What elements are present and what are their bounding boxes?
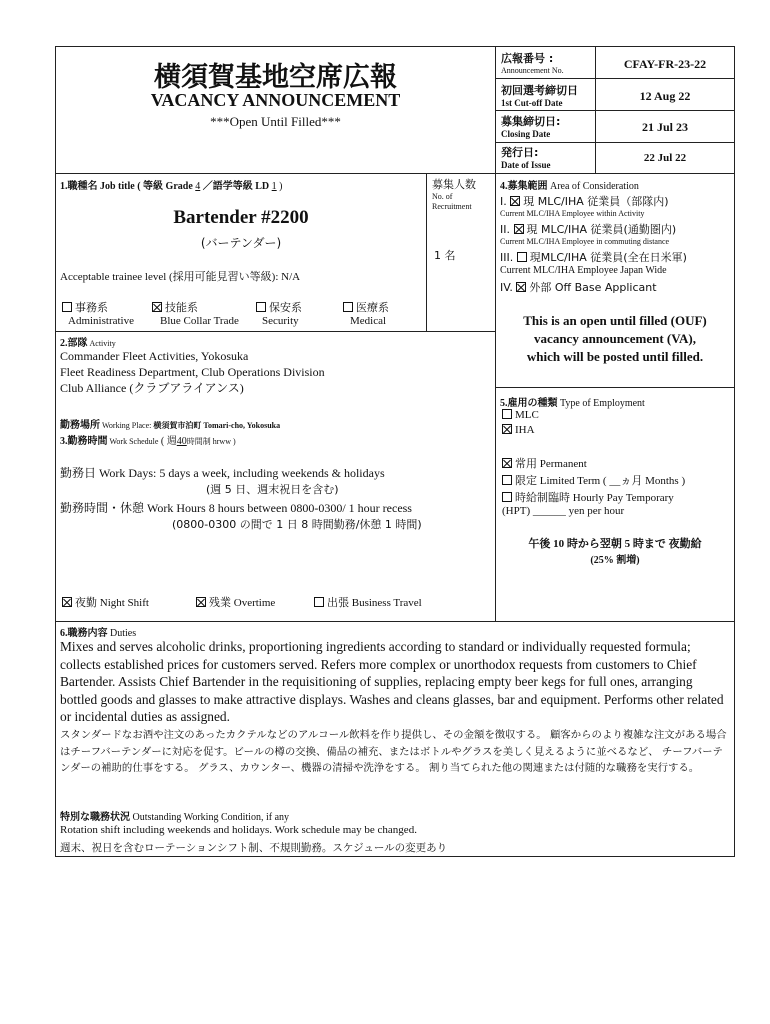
type-iha bbox=[502, 424, 535, 436]
flag-overtime bbox=[196, 594, 275, 610]
closing-label-en: Closing Date bbox=[501, 129, 551, 139]
flag-business-travel-label: 出張 Business Travel bbox=[327, 597, 422, 609]
closing-label bbox=[501, 113, 560, 139]
grade-value: 4 bbox=[195, 181, 201, 192]
work-days: 勤務日 Work Days: 5 days a week, including weekends & holidays bbox=[60, 466, 385, 480]
condition-heading-en: Outstanding Working Condition, if any bbox=[130, 812, 290, 823]
category-security bbox=[256, 299, 302, 315]
activity-line-1: Commander Fleet Activities, Yokosuka bbox=[60, 349, 249, 363]
announcement-label bbox=[501, 50, 564, 75]
checkbox-security[interactable] bbox=[256, 302, 266, 312]
category-medical-jp: 医療系 bbox=[356, 301, 389, 314]
schedule-hours-post: 時間制 hrww ) bbox=[186, 437, 236, 446]
area-heading-jp: 4.募集範囲 bbox=[500, 181, 548, 192]
flag-night-shift-label: 夜勤 Night Shift bbox=[75, 597, 149, 609]
checkbox-hourly[interactable] bbox=[502, 492, 512, 502]
category-security-jp: 保安系 bbox=[269, 301, 302, 314]
condition-line-2: 週末、祝日を含むローテーションシフト制、不規則勤務。スケジュールの変更あり bbox=[60, 842, 448, 854]
category-medical-en: Medical bbox=[350, 315, 387, 327]
employment-heading bbox=[500, 394, 645, 409]
condition-heading bbox=[60, 808, 289, 823]
schedule-hours-pre: ( 週 bbox=[158, 436, 177, 447]
activity-heading-jp: 2.部隊 bbox=[60, 338, 88, 349]
area-item-3 bbox=[500, 249, 687, 265]
activity-line-3: Club Alliance (クラブアライアンス) bbox=[60, 381, 244, 395]
area-item-1-num: I. bbox=[500, 195, 507, 208]
schedule-heading-en: Work Schedule bbox=[107, 437, 159, 446]
announcement-label-jp: 広報番号 : bbox=[501, 52, 554, 65]
checkbox-area-1[interactable] bbox=[510, 196, 520, 206]
open-note: ***Open Until Filled*** bbox=[210, 114, 341, 129]
issue-date: 22 Jul 22 bbox=[643, 152, 687, 164]
checkbox-blue-collar[interactable] bbox=[152, 302, 162, 312]
area-item-4-jp: 外部 Off Base Applicant bbox=[529, 281, 657, 294]
ouf-notice bbox=[495, 312, 735, 366]
recruit-label-en1: No. of bbox=[432, 192, 453, 201]
divider bbox=[495, 353, 496, 621]
condition-line-1: Rotation shift including weekends and holidays. Work schedule may be changed. bbox=[60, 824, 417, 836]
job-title: Bartender #2200 bbox=[173, 207, 309, 228]
duties-text-en: Mixes and serves alcoholic drinks, proportioning ingredients according to standard or individually requested formula; collects established prices for customers served. Refers more complex or unorthodox requests from customers to Chief Bartender. Assists Chief Bartender in the requisitioning of supplies, replacing empty beer kegs for full ones, arranging bottled goods and glasses to make attractive displays. Washes and cleans glasses, bar and equipment. Performs other related or incidental duties as assigned. bbox=[60, 639, 724, 724]
term-permanent-label: 常用 Permanent bbox=[515, 458, 587, 470]
term-hourly bbox=[502, 489, 674, 505]
job-title-label bbox=[60, 177, 283, 192]
divider bbox=[495, 387, 735, 388]
area-item-1-en: Current MLC/IHA Employee within Activity bbox=[500, 209, 645, 218]
announcement-number: CFAY-FR-23-22 bbox=[623, 57, 707, 71]
area-heading bbox=[500, 177, 639, 192]
recruit-label-jp: 募集人数 bbox=[432, 178, 476, 191]
checkbox-medical[interactable] bbox=[343, 302, 353, 312]
closing-label-jp: 募集締切日: bbox=[501, 115, 561, 128]
cutoff-date: 12 Aug 22 bbox=[639, 89, 691, 103]
area-item-3-en: Current MLC/IHA Employee Japan Wide bbox=[500, 265, 667, 276]
work-hours: 勤務時間・休憩 Work Hours 8 hours between 0800-0300/ 1 hour recess bbox=[60, 501, 412, 515]
schedule-heading bbox=[60, 432, 236, 447]
area-item-1 bbox=[500, 193, 669, 209]
divider bbox=[495, 110, 735, 111]
job-title-label-pre: 1.職種名 Job title ( 等級 Grade bbox=[60, 181, 196, 192]
term-permanent bbox=[502, 455, 587, 471]
page-title-jp: 横須賀基地空席広報 bbox=[154, 62, 397, 93]
announcement-label-en: Announcement No. bbox=[501, 66, 564, 75]
area-item-2-num: II. bbox=[500, 223, 510, 236]
checkbox-area-3[interactable] bbox=[517, 252, 527, 262]
checkbox-business-travel[interactable] bbox=[314, 597, 324, 607]
area-item-1-jp: 現 MLC/IHA 従業員（部隊内) bbox=[523, 195, 669, 208]
closing-date: 21 Jul 23 bbox=[641, 120, 688, 134]
job-title-jp: (バーテンダー) bbox=[200, 236, 282, 250]
work-days-jp: (週 5 日、週末祝日を含む) bbox=[206, 483, 339, 496]
area-item-2-en: Current MLC/IHA Employee in commuting distance bbox=[500, 237, 670, 246]
activity-heading bbox=[60, 334, 116, 349]
checkbox-iha[interactable] bbox=[502, 424, 512, 434]
divider bbox=[495, 142, 735, 143]
area-item-3-jp: 現MLC/IHA 従業員(全在日米軍) bbox=[529, 251, 687, 264]
hpt-rate: (HPT) ______ yen per hour bbox=[502, 505, 625, 517]
issue-label bbox=[501, 144, 551, 170]
working-place-en: Working Place: bbox=[100, 421, 154, 430]
schedule-heading-jp: 3.勤務時間 bbox=[60, 436, 108, 447]
activity-line-2: Fleet Readiness Department, Club Operations Division bbox=[60, 365, 325, 379]
issue-label-en: Date of Issue bbox=[501, 160, 551, 170]
type-iha-label: IHA bbox=[515, 424, 535, 436]
duties-heading-jp: 6.職務内容 bbox=[60, 628, 108, 639]
area-item-2 bbox=[500, 221, 676, 237]
ld-value: 1 bbox=[271, 181, 277, 192]
divider bbox=[56, 331, 495, 332]
schedule-hours: 40 bbox=[176, 436, 187, 447]
condition-heading-jp: 特別な職務状況 bbox=[60, 812, 130, 823]
checkbox-mlc[interactable] bbox=[502, 409, 512, 419]
night-pay: 午後 10 時から翌朝 5 時まで 夜勤給 bbox=[528, 538, 702, 550]
cutoff-label bbox=[501, 82, 578, 108]
duties-heading-en: Duties bbox=[107, 628, 137, 639]
divider bbox=[426, 173, 427, 331]
trainee-level: Acceptable trainee level (採用可能見習い等級): N/A bbox=[60, 271, 301, 283]
issue-label-jp: 発行日: bbox=[501, 146, 539, 159]
checkbox-limited[interactable] bbox=[502, 475, 512, 485]
work-hours-jp: (0800-0300 の間で 1 日 8 時間勤務/休憩 1 時間) bbox=[172, 518, 422, 531]
area-item-4-num: IV. bbox=[500, 281, 513, 294]
checkbox-permanent[interactable] bbox=[502, 458, 512, 468]
job-title-label-post: ) bbox=[276, 181, 283, 192]
category-administrative-en: Administrative bbox=[68, 315, 134, 327]
checkbox-night-shift[interactable] bbox=[62, 597, 72, 607]
night-pay-rate: (25% 割増) bbox=[590, 555, 640, 566]
category-blue-collar bbox=[152, 299, 198, 315]
working-place-jp: 勤務場所 bbox=[60, 420, 100, 431]
flag-night-shift bbox=[62, 594, 149, 610]
working-place-value-en: Tomari-cho, Yokosuka bbox=[201, 421, 281, 430]
working-place-value-jp: 横須賀市泊町 bbox=[153, 421, 202, 430]
term-limited-label: 限定 Limited Term ( __ヵ月 Months ) bbox=[515, 475, 686, 487]
checkbox-area-4[interactable] bbox=[516, 282, 526, 292]
category-administrative-jp: 事務系 bbox=[75, 301, 108, 314]
ouf-line-1: This is an open until filled (OUF) bbox=[523, 313, 707, 328]
flag-business-travel bbox=[314, 594, 422, 610]
ouf-line-2: vacancy announcement (VA), bbox=[534, 331, 696, 346]
category-medical bbox=[343, 299, 389, 315]
category-blue-collar-en: Blue Collar Trade bbox=[160, 315, 239, 327]
recruit-label-en2: Recruitment bbox=[432, 202, 472, 211]
area-item-4 bbox=[500, 279, 657, 295]
employment-heading-en: Type of Employment bbox=[557, 398, 645, 409]
term-limited bbox=[502, 472, 685, 488]
activity-heading-en: Activity bbox=[87, 339, 116, 348]
divider bbox=[495, 78, 735, 79]
duties-text-jp: スタンダードなお酒や注文のあったカクテルなどのアルコール飲料を作り提供し、その金額を徴収する。 顧客からのより複雑な注文がある場合はチーフバーテンダーに対応を促す。ビールの樽の交換、備品の補充、またはボトルやグラスを美しく見えるように並べるなど、 チーフバーテンダーの補助的仕事をする。 グラス、カウンター、機器の清掃や洗浄をする。 割り当てられた他の関連または付随的な職務を実行する。 bbox=[60, 729, 727, 774]
type-mlc bbox=[502, 409, 539, 421]
checkbox-administrative[interactable] bbox=[62, 302, 72, 312]
employment-heading-jp: 5.雇用の種類 bbox=[500, 398, 558, 409]
checkbox-area-2[interactable] bbox=[514, 224, 524, 234]
type-mlc-label: MLC bbox=[515, 409, 539, 421]
cutoff-label-jp: 初回選考締切日 bbox=[501, 84, 578, 97]
divider bbox=[56, 173, 735, 174]
page-title: VACANCY ANNOUNCEMENT bbox=[150, 90, 401, 110]
duties-heading bbox=[60, 624, 136, 639]
category-security-en: Security bbox=[262, 315, 299, 327]
area-item-2-jp: 現 MLC/IHA 従業員(通勤圏内) bbox=[526, 223, 677, 236]
area-item-3-num: III. bbox=[500, 251, 514, 264]
checkbox-overtime[interactable] bbox=[196, 597, 206, 607]
job-title-label-mid: ／語学等級 LD bbox=[200, 181, 272, 192]
term-hourly-label: 時給制臨時 Hourly Pay Temporary bbox=[515, 492, 674, 504]
working-place bbox=[60, 416, 280, 431]
activity-lines bbox=[60, 348, 325, 396]
flag-overtime-label: 残業 Overtime bbox=[209, 597, 276, 609]
ouf-line-3: which will be posted until filled. bbox=[526, 349, 704, 364]
cutoff-label-en: 1st Cut-off Date bbox=[501, 98, 563, 108]
divider bbox=[56, 621, 735, 622]
recruit-count: 1 名 bbox=[434, 249, 456, 262]
category-administrative bbox=[62, 299, 108, 315]
category-blue-collar-jp: 技能系 bbox=[165, 301, 198, 314]
divider bbox=[495, 47, 496, 353]
area-heading-en: Area of Consideration bbox=[547, 181, 639, 192]
vacancy-form bbox=[55, 46, 735, 857]
